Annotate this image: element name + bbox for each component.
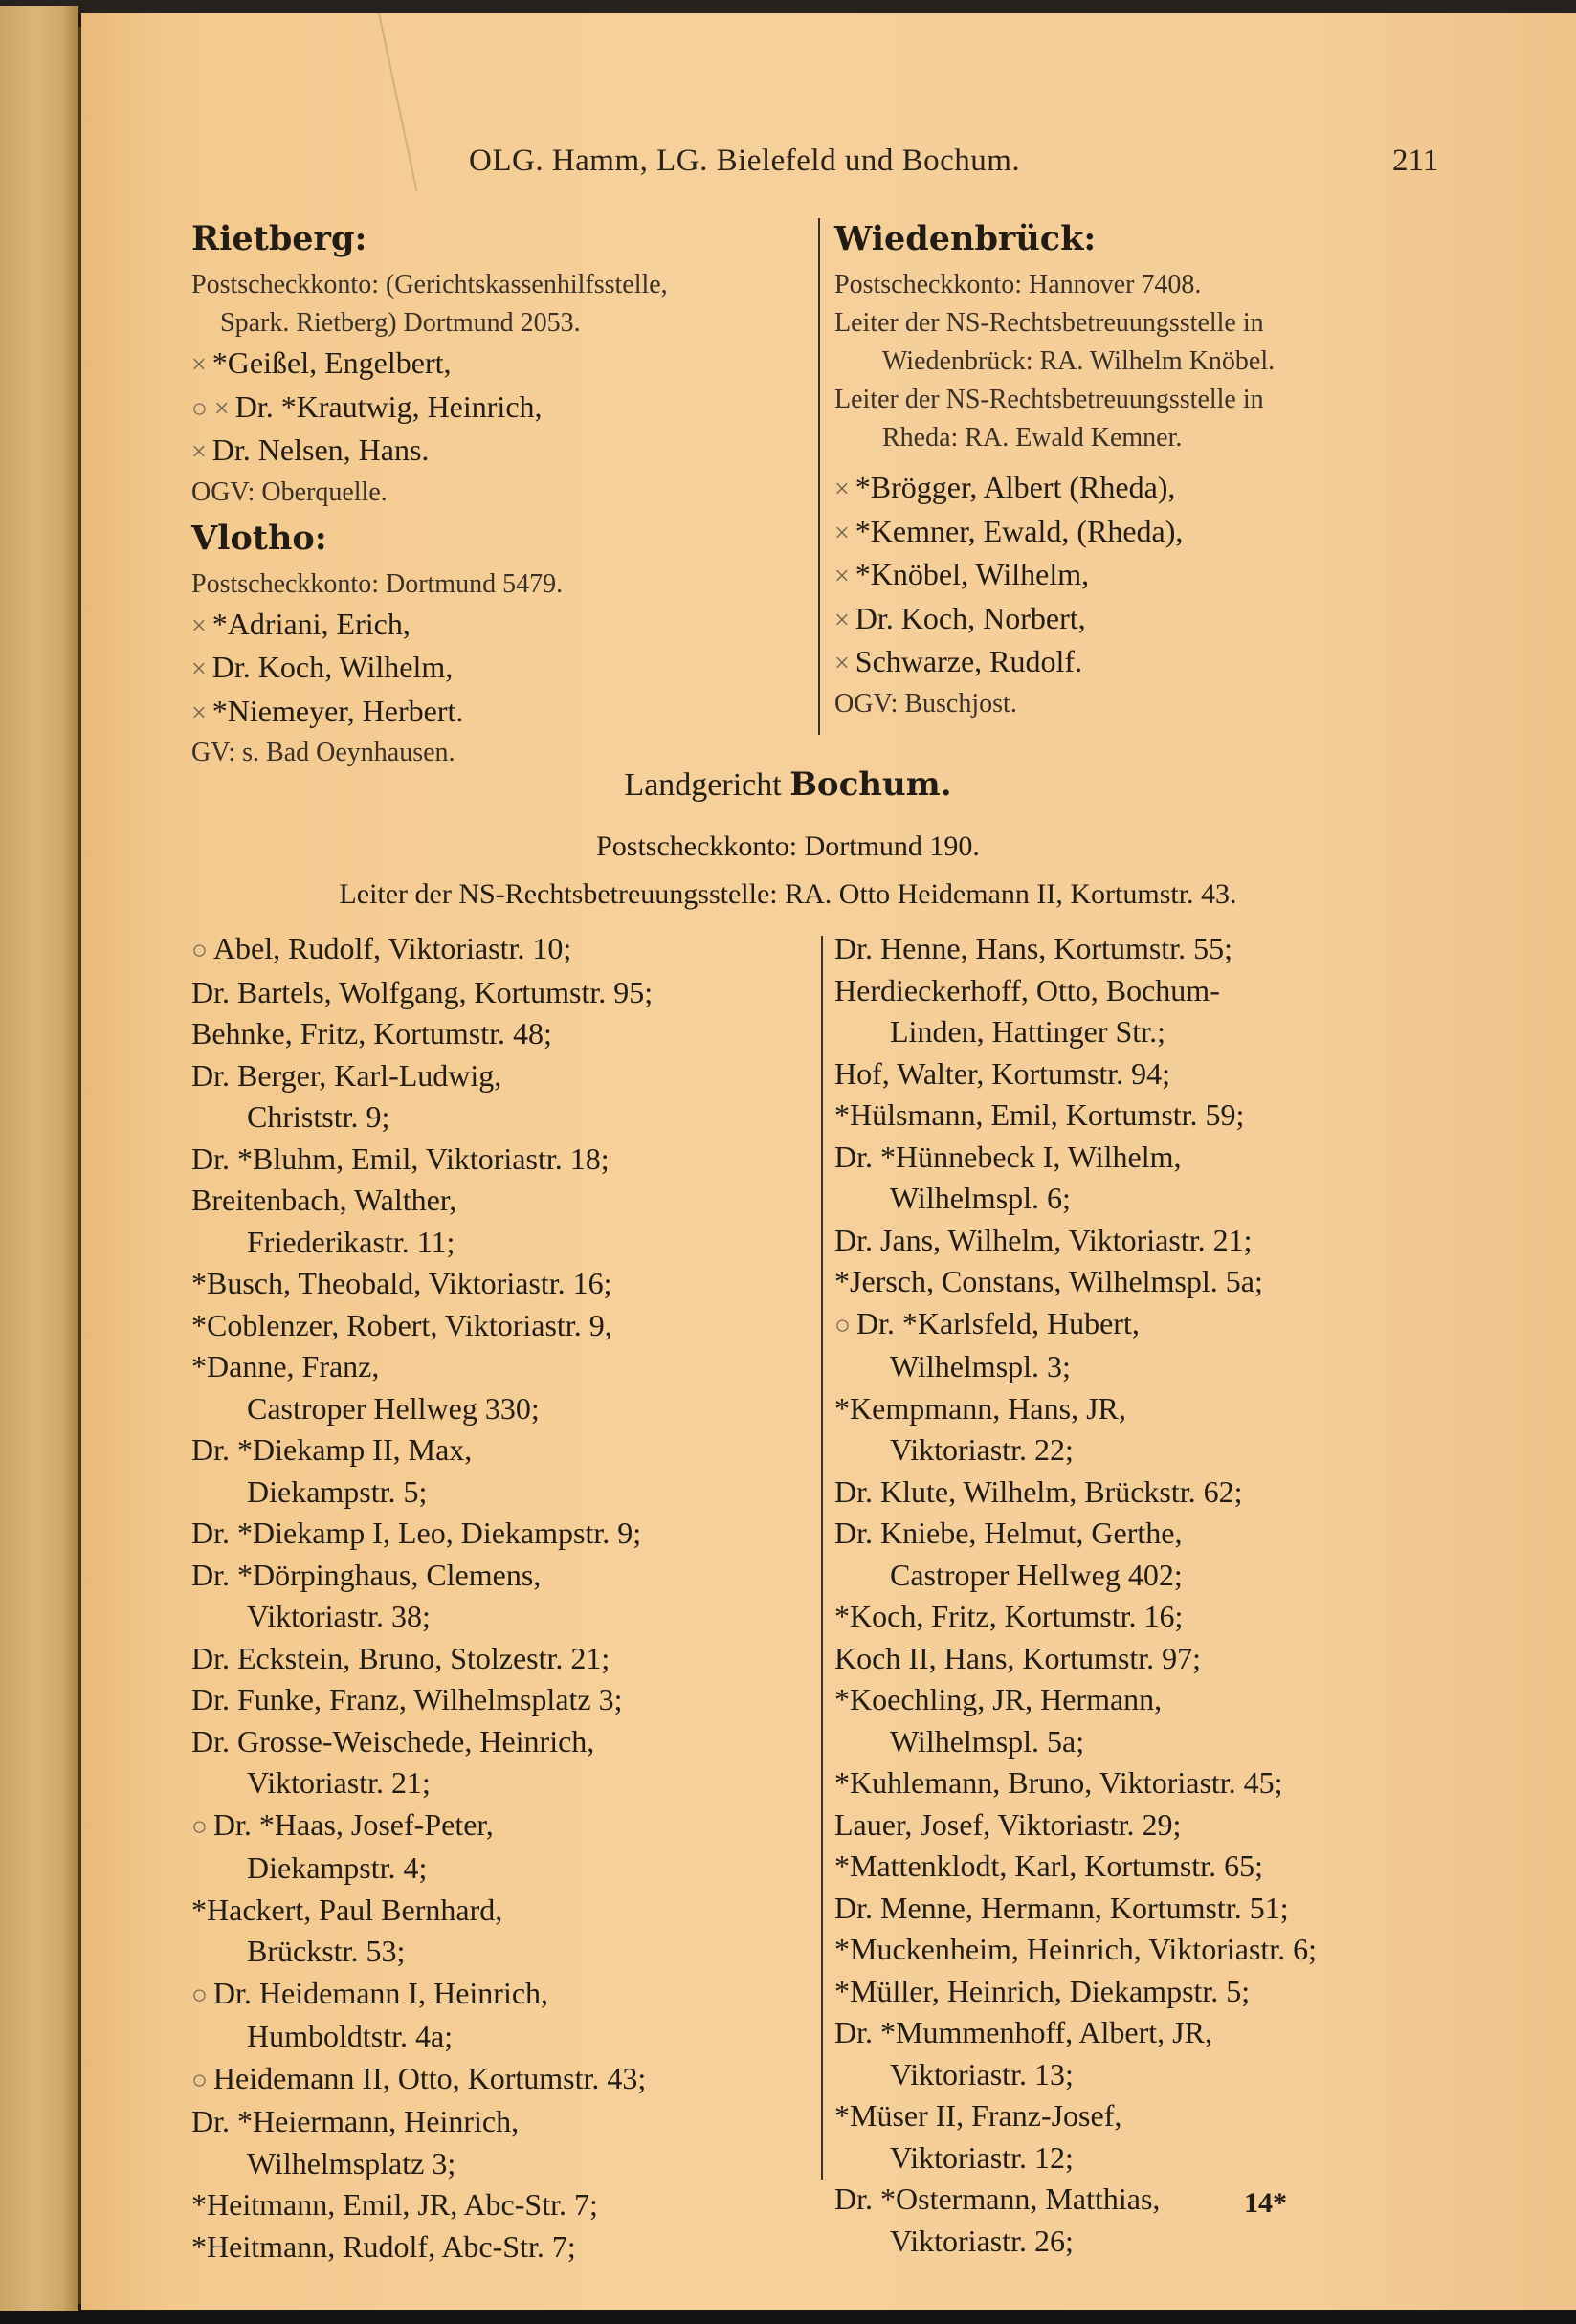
- vlotho-entries: [191, 604, 804, 735]
- entry-text: Hof, Walter, Kortumstr. 94;: [834, 1055, 1171, 1091]
- list-item: [191, 928, 813, 972]
- entry-text: Dr. *Dörpinghaus, Clemens,: [191, 1557, 542, 1592]
- entry-text: Koch II, Hans, Kortumstr. 97;: [834, 1640, 1202, 1675]
- entry-text: Dr. *Diekamp I, Leo, Diekampstr. 9;: [191, 1516, 642, 1550]
- list-item: [191, 1513, 813, 1555]
- entry-text: Dr. Grosse-Weischede, Heinrich,: [191, 1723, 595, 1759]
- entry-text: *Hülsmann, Emil, Kortumstr. 59;: [834, 1097, 1245, 1132]
- list-item: [191, 604, 804, 648]
- entry-text: Breitenbach, Walther,: [191, 1183, 457, 1217]
- list-item: [191, 1055, 813, 1097]
- leiter-line: Leiter der NS-Rechtsbetreuungsstelle in: [834, 385, 1264, 414]
- entry-address: Wilhelmspl. 6;: [890, 1181, 1071, 1215]
- list-item: [834, 1846, 1485, 1888]
- list-item: [191, 1139, 813, 1181]
- entry-address: Humboldtstr. 4a;: [247, 2019, 454, 2053]
- list-item: [191, 1180, 813, 1222]
- entry-text: Dr. Menne, Hermann, Kortumstr. 51;: [834, 1890, 1289, 1925]
- list-item: [834, 1303, 1485, 1347]
- list-item: [834, 1929, 1485, 1971]
- entry-text: *Busch, Theobald, Viktoriastr. 16;: [191, 1266, 612, 1300]
- cross-marker-icon: ×: [191, 697, 207, 728]
- cross-marker-icon: ×: [834, 562, 850, 591]
- entry-address: Viktoriastr. 22;: [890, 1432, 1074, 1467]
- entry-text: Dr. Heidemann I, Heinrich,: [212, 1975, 549, 2010]
- list-item: [191, 1721, 813, 1763]
- entry-text: *Brögger, Albert (Rheda),: [855, 470, 1176, 504]
- entry-address: Diekampstr. 5;: [247, 1473, 428, 1509]
- list-item: [191, 343, 804, 387]
- entry-text: Dr. Kniebe, Helmut, Gerthe,: [834, 1516, 1183, 1550]
- entry-address: Wilhelmsplatz 3;: [247, 2145, 456, 2180]
- ogv-line: OGV: Buschjost.: [834, 688, 1017, 719]
- cross-marker-icon: ×: [834, 518, 850, 548]
- cross-marker-icon: ×: [834, 605, 850, 635]
- entry-address: Diekampstr. 4;: [247, 1850, 428, 1885]
- entry-address: Wilhelmspl. 3;: [890, 1349, 1071, 1383]
- running-head: OLG. Hamm, LG. Bielefeld und Bochum.: [469, 144, 1021, 178]
- list-item: [834, 1137, 1485, 1179]
- list-item: [191, 1679, 813, 1721]
- list-item: [834, 1513, 1485, 1555]
- entry-address: Castroper Hellweg 330;: [247, 1390, 540, 1426]
- entry-text: *Heitmann, Emil, JR, Abc-Str. 7;: [191, 2187, 598, 2222]
- page-number: 211: [1392, 144, 1439, 178]
- circle-marker-icon: ○: [191, 2065, 208, 2095]
- list-item: [834, 1261, 1485, 1303]
- entry-text: Schwarze, Rudolf.: [855, 644, 1083, 678]
- list-item: [191, 2058, 813, 2102]
- list-item: [834, 1095, 1485, 1137]
- entry-text: Lauer, Josef, Viktoriastr. 29;: [834, 1806, 1182, 1842]
- entry-text: *Müser II, Franz-Josef,: [834, 2098, 1122, 2133]
- signature-mark: 14*: [1244, 2187, 1287, 2219]
- list-item: [834, 1638, 1485, 1680]
- list-item: [191, 1346, 813, 1388]
- list-item: [191, 647, 804, 691]
- scan-bottom-edge: [0, 2311, 1576, 2324]
- list-item: [191, 430, 804, 474]
- entry-text: *Koch, Fritz, Kortumstr. 16;: [834, 1599, 1184, 1633]
- entry-text: Dr. *Ostermann, Matthias,: [834, 2181, 1161, 2216]
- leiter-line-cont: Wiedenbrück: RA. Wilhelm Knöbel.: [882, 346, 1276, 376]
- entry-text: *Knöbel, Wilhelm,: [855, 557, 1090, 591]
- entry-text: *Coblenzer, Robert, Viktoriastr. 9,: [191, 1307, 612, 1342]
- list-item: [191, 1305, 813, 1347]
- entry-text: Dr. *Bluhm, Emil, Viktoriastr. 18;: [191, 1140, 610, 1176]
- leiter-line: Leiter der NS-Rechtsbetreuungsstelle in: [834, 308, 1264, 338]
- entry-text: *Koechling, JR, Hermann,: [834, 1682, 1163, 1716]
- heading-wiedenbrueck: Wiedenbrück:: [834, 219, 1097, 258]
- entry-text: Dr. *Krautwig, Heinrich,: [234, 388, 543, 424]
- list-item: [834, 641, 1485, 685]
- list-item: [191, 1555, 813, 1597]
- circle-marker-icon: ○: [834, 1310, 851, 1340]
- entry-text: *Niemeyer, Herbert.: [211, 693, 464, 728]
- entry-text: Dr. *Diekamp II, Max,: [191, 1432, 473, 1467]
- entry-text: Heidemann II, Otto, Kortumstr. 43;: [212, 2060, 647, 2095]
- list-item: [834, 2179, 1485, 2221]
- section-wiedenbrueck: [834, 212, 1485, 723]
- entry-text: *Mattenklodt, Karl, Kortumstr. 65;: [834, 1848, 1263, 1883]
- heading-rietberg: Rietberg:: [191, 219, 367, 258]
- postscheck-line: Postscheckkonto: Dortmund 5479.: [191, 568, 564, 599]
- entry-address: Viktoriastr. 21;: [247, 1765, 431, 1800]
- list-item: [191, 1973, 813, 2017]
- entry-text: Dr. *Mummenhoff, Albert, JR,: [834, 2015, 1212, 2049]
- circle-marker-icon: ○ ×: [191, 393, 230, 424]
- entry-text: Abel, Rudolf, Viktoriastr. 10;: [212, 931, 572, 965]
- circle-marker-icon: ○: [191, 1980, 208, 2010]
- list-item: [834, 1762, 1485, 1804]
- cross-marker-icon: ×: [191, 654, 207, 684]
- page-gutter: [78, 27, 81, 2304]
- section-rietberg-vlotho: [191, 212, 804, 772]
- list-item: [191, 1804, 813, 1848]
- entry-text: Dr. *Hünnebeck I, Wilhelm,: [834, 1139, 1182, 1174]
- list-item: [191, 1263, 813, 1305]
- entry-address: Viktoriastr. 13;: [890, 2056, 1074, 2092]
- entry-text: *Kemner, Ewald, (Rheda),: [855, 513, 1184, 548]
- list-item: [191, 1890, 813, 1932]
- entry-address: Christstr. 9;: [247, 1099, 390, 1134]
- list-item: [834, 1472, 1485, 1514]
- entry-text: *Muckenheim, Heinrich, Viktoriastr. 6;: [834, 1932, 1318, 1966]
- postscheck-line-cont: Spark. Rietberg) Dortmund 2053.: [220, 308, 581, 338]
- bochum-right-column: [834, 928, 1485, 2262]
- cross-marker-icon: ×: [191, 437, 207, 467]
- entry-text: Dr. Klute, Wilhelm, Brückstr. 62;: [834, 1473, 1243, 1509]
- entry-text: Dr. Eckstein, Bruno, Stolzestr. 21;: [191, 1640, 610, 1675]
- list-item: [834, 554, 1485, 598]
- cross-marker-icon: ×: [191, 610, 207, 641]
- entry-text: Dr. Koch, Wilhelm,: [211, 650, 454, 684]
- list-item: [834, 1388, 1485, 1430]
- entry-address: Friederikastr. 11;: [247, 1224, 455, 1259]
- entry-text: Dr. *Karlsfeld, Hubert,: [855, 1305, 1140, 1340]
- entry-address: Viktoriastr. 26;: [890, 2223, 1074, 2258]
- entry-text: Dr. Berger, Karl-Ludwig,: [191, 1057, 502, 1093]
- list-item: [834, 511, 1485, 555]
- list-item: [834, 2012, 1485, 2054]
- wiedenbrueck-entries: [834, 467, 1485, 685]
- list-item: [191, 691, 804, 735]
- list-item: [834, 970, 1485, 1012]
- court-postscheck: Postscheckkonto: Dortmund 190.: [596, 830, 980, 862]
- court-title-city: Bochum.: [789, 765, 952, 804]
- list-item: [191, 387, 804, 431]
- list-item: [834, 1888, 1485, 1930]
- entry-text: *Müller, Heinrich, Diekampstr. 5;: [834, 1973, 1251, 2008]
- list-item: [834, 1679, 1485, 1721]
- entry-text: *Hackert, Paul Bernhard,: [191, 1892, 503, 1927]
- heading-vlotho: Vlotho:: [191, 518, 327, 558]
- list-item: [834, 1220, 1485, 1262]
- entry-address: Brückstr. 53;: [247, 1934, 406, 1968]
- list-item: [834, 928, 1485, 970]
- entry-text: *Jersch, Constans, Wilhelmspl. 5a;: [834, 1264, 1263, 1298]
- entry-text: Dr. Jans, Wilhelm, Viktoriastr. 21;: [834, 1222, 1253, 1257]
- entry-text: *Geißel, Engelbert,: [211, 345, 452, 380]
- list-item: [191, 2184, 813, 2226]
- postscheck-line: Postscheckkonto: (Gerichtskassenhilfsstelle,: [191, 270, 668, 299]
- list-item: [834, 598, 1485, 642]
- rietberg-entries: [191, 343, 804, 474]
- entry-address: Linden, Hattinger Str.;: [890, 1014, 1165, 1049]
- entry-address: Wilhelmspl. 5a;: [890, 1723, 1085, 1759]
- cross-marker-icon: ×: [834, 649, 850, 678]
- list-item: [191, 2101, 813, 2143]
- list-item: [834, 1596, 1485, 1638]
- list-item: [191, 1429, 813, 1472]
- entry-text: *Heitmann, Rudolf, Abc-Str. 7;: [191, 2228, 576, 2264]
- cross-marker-icon: ×: [191, 350, 207, 380]
- list-item: [834, 1804, 1485, 1847]
- list-item: [191, 1013, 813, 1055]
- entry-text: *Kempmann, Hans, JR,: [834, 1390, 1126, 1426]
- court-title: [0, 765, 1576, 804]
- column-divider: [818, 218, 820, 735]
- list-item: [191, 972, 813, 1014]
- leiter-line-cont: Rheda: RA. Ewald Kemner.: [882, 423, 1183, 453]
- list-item: [834, 1053, 1485, 1096]
- entry-address: Viktoriastr. 38;: [247, 1599, 431, 1633]
- entry-text: *Danne, Franz,: [191, 1349, 380, 1383]
- entry-address: Viktoriastr. 12;: [890, 2139, 1074, 2175]
- list-item: [191, 2226, 813, 2269]
- ogv-line: OGV: Oberquelle.: [191, 476, 388, 507]
- list-item: [834, 2095, 1485, 2137]
- entry-text: *Adriani, Erich,: [211, 606, 411, 641]
- entry-text: Dr. *Haas, Josef-Peter,: [212, 1806, 494, 1842]
- entry-text: Dr. Koch, Norbert,: [855, 600, 1086, 635]
- entry-text: Herdieckerhoff, Otto, Bochum-: [834, 972, 1220, 1007]
- entry-text: Behnke, Fritz, Kortumstr. 48;: [191, 1016, 552, 1051]
- bochum-left-column: [191, 928, 813, 2268]
- list-item: [191, 1638, 813, 1680]
- circle-marker-icon: ○: [191, 936, 208, 965]
- postscheck-line: Postscheckkonto: Hannover 7408.: [834, 270, 1202, 299]
- entry-text: Dr. Henne, Hans, Kortumstr. 55;: [834, 931, 1232, 965]
- entry-text: Dr. Nelsen, Hans.: [211, 432, 430, 467]
- entry-text: *Kuhlemann, Bruno, Viktoriastr. 45;: [834, 1765, 1283, 1800]
- list-item: [834, 1971, 1485, 2013]
- entry-text: Dr. *Heiermann, Heinrich,: [191, 2104, 520, 2138]
- entry-address: Castroper Hellweg 402;: [890, 1557, 1183, 1592]
- circle-marker-icon: ○: [191, 1811, 208, 1842]
- gv-line: GV: s. Bad Oeynhausen.: [191, 738, 455, 767]
- entry-text: Dr. Funke, Franz, Wilhelmsplatz 3;: [191, 1682, 623, 1716]
- list-item: [834, 467, 1485, 511]
- court-title-prefix: Landgericht: [624, 767, 782, 803]
- facing-page-edge: [0, 6, 78, 2321]
- cross-marker-icon: ×: [834, 475, 850, 504]
- column-divider: [821, 936, 823, 2180]
- entry-text: Dr. Bartels, Wolfgang, Kortumstr. 95;: [191, 974, 654, 1009]
- court-leiter: Leiter der NS-Rechtsbetreuungsstelle: RA. Otto Heidemann II, Kortumstr. 43.: [339, 878, 1237, 910]
